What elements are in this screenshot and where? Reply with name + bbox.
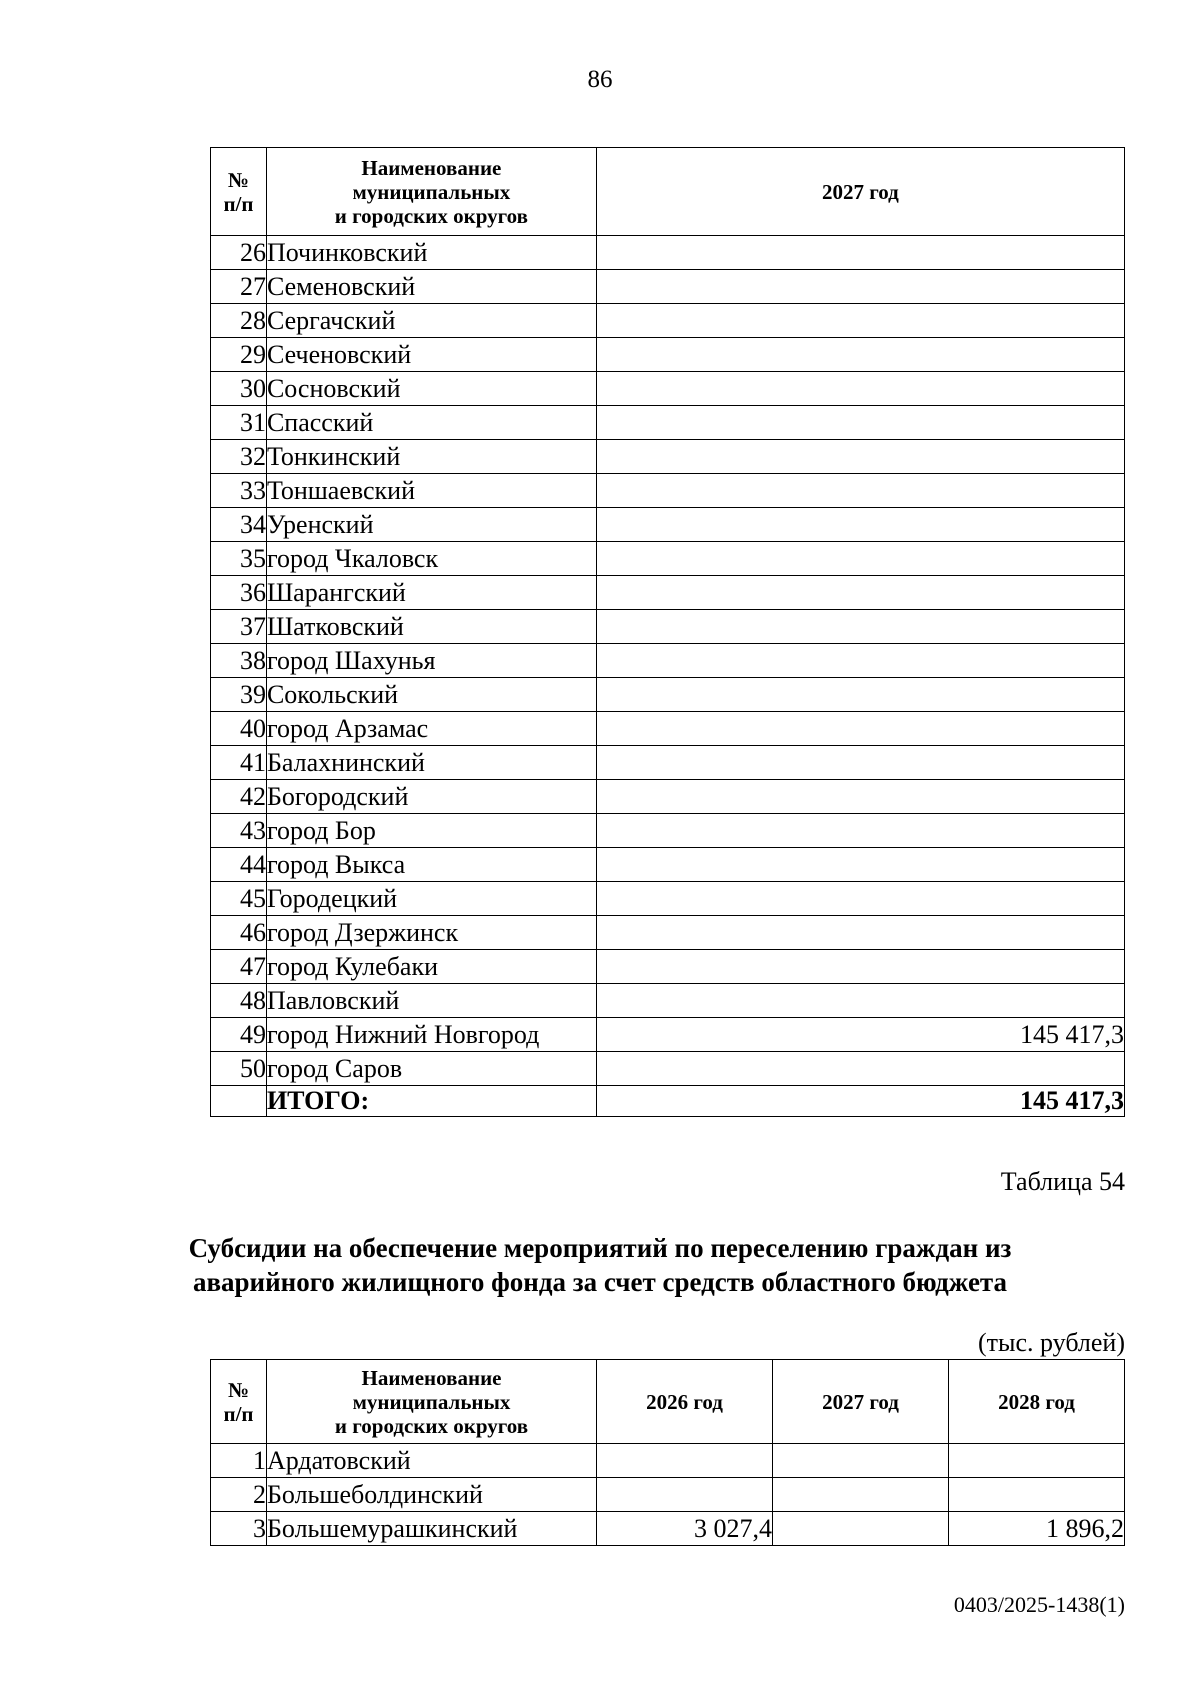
row-number: 26 bbox=[211, 236, 267, 270]
municipality-name: Ардатовский bbox=[267, 1444, 597, 1478]
table-row bbox=[211, 780, 1125, 814]
header-municipality-name: Наименование муниципальных и городских округов bbox=[267, 1360, 597, 1444]
table-row bbox=[211, 848, 1125, 882]
municipality-name: Богородский bbox=[266, 780, 596, 814]
municipality-name: город Кулебаки bbox=[266, 950, 596, 984]
municipality-name: город Бор bbox=[266, 814, 596, 848]
row-number: 49 bbox=[211, 1018, 267, 1052]
row-number: 34 bbox=[211, 508, 267, 542]
value-2027 bbox=[596, 508, 1124, 542]
table-row bbox=[211, 1512, 1125, 1546]
row-number: 3 bbox=[211, 1512, 267, 1546]
subsidy-table bbox=[210, 1359, 1125, 1546]
municipality-name: город Нижний Новгород bbox=[266, 1018, 596, 1052]
total-row bbox=[211, 1086, 1125, 1117]
row-number: 45 bbox=[211, 882, 267, 916]
allocation-table-2027 bbox=[210, 147, 1125, 1117]
value-2027 bbox=[596, 338, 1124, 372]
value-2027 bbox=[596, 882, 1124, 916]
value-2027 bbox=[596, 576, 1124, 610]
table-row bbox=[211, 474, 1125, 508]
row-number: 47 bbox=[211, 950, 267, 984]
value-2027 bbox=[596, 474, 1124, 508]
value-2027 bbox=[596, 236, 1124, 270]
row-number: 31 bbox=[211, 406, 267, 440]
municipality-name: Городецкий bbox=[266, 882, 596, 916]
header-year-2027: 2027 год bbox=[596, 148, 1124, 236]
table-row bbox=[211, 712, 1125, 746]
table-header-row bbox=[211, 148, 1125, 236]
value-2028 bbox=[949, 1478, 1125, 1512]
value-2027 bbox=[596, 406, 1124, 440]
row-number: 40 bbox=[211, 712, 267, 746]
header-year-2026: 2026 год bbox=[597, 1360, 773, 1444]
units-label: (тыс. рублей) bbox=[977, 1328, 1125, 1357]
value-2027 bbox=[596, 746, 1124, 780]
municipality-name: Большемурашкинский bbox=[267, 1512, 597, 1546]
header-year-2027: 2027 год bbox=[773, 1360, 949, 1444]
value-2028 bbox=[949, 1444, 1125, 1478]
municipality-name: Балахнинский bbox=[266, 746, 596, 780]
value-2027 bbox=[596, 814, 1124, 848]
value-2028: 1 896,2 bbox=[949, 1512, 1125, 1546]
value-2027 bbox=[596, 270, 1124, 304]
value-2027 bbox=[596, 644, 1124, 678]
municipality-name: город Арзамас bbox=[266, 712, 596, 746]
municipality-name: Сеченовский bbox=[266, 338, 596, 372]
municipality-name: Починковский bbox=[266, 236, 596, 270]
value-2026 bbox=[597, 1444, 773, 1478]
value-2027 bbox=[596, 950, 1124, 984]
value-2027 bbox=[773, 1512, 949, 1546]
table-row bbox=[211, 950, 1125, 984]
value-2026: 3 027,4 bbox=[597, 1512, 773, 1546]
value-2027 bbox=[773, 1444, 949, 1478]
municipality-name: Сокольский bbox=[266, 678, 596, 712]
row-number: 41 bbox=[211, 746, 267, 780]
value-2027 bbox=[596, 712, 1124, 746]
value-2027 bbox=[596, 848, 1124, 882]
municipality-name: город Чкаловск bbox=[266, 542, 596, 576]
value-2026 bbox=[597, 1478, 773, 1512]
row-number: 43 bbox=[211, 814, 267, 848]
municipality-name: город Дзержинск bbox=[266, 916, 596, 950]
total-label: ИТОГО: bbox=[266, 1086, 596, 1117]
table-row bbox=[211, 542, 1125, 576]
table-row bbox=[211, 916, 1125, 950]
municipality-name: Тоншаевский bbox=[266, 474, 596, 508]
total-value: 145 417,3 bbox=[596, 1086, 1124, 1117]
row-number: 38 bbox=[211, 644, 267, 678]
table-row bbox=[211, 610, 1125, 644]
municipality-name: Шарангский bbox=[266, 576, 596, 610]
row-number: 2 bbox=[211, 1478, 267, 1512]
header-municipality-name: Наименование муниципальных и городских округов bbox=[266, 148, 596, 236]
row-number: 39 bbox=[211, 678, 267, 712]
municipality-name: Сергачский bbox=[266, 304, 596, 338]
document-code: 0403/2025-1438(1) bbox=[953, 1592, 1125, 1617]
row-number: 36 bbox=[211, 576, 267, 610]
row-number: 46 bbox=[211, 916, 267, 950]
municipality-name: Павловский bbox=[266, 984, 596, 1018]
table-row bbox=[211, 304, 1125, 338]
row-number: 50 bbox=[211, 1052, 267, 1086]
row-number: 30 bbox=[211, 372, 267, 406]
municipality-name: город Саров bbox=[266, 1052, 596, 1086]
total-number-cell bbox=[211, 1086, 267, 1117]
table-row bbox=[211, 746, 1125, 780]
value-2027 bbox=[596, 610, 1124, 644]
table-row bbox=[211, 576, 1125, 610]
page-number: 86 bbox=[587, 66, 613, 93]
row-number: 48 bbox=[211, 984, 267, 1018]
municipality-name: Тонкинский bbox=[266, 440, 596, 474]
value-2027 bbox=[596, 304, 1124, 338]
value-2027 bbox=[596, 1052, 1124, 1086]
row-number: 44 bbox=[211, 848, 267, 882]
value-2027 bbox=[773, 1478, 949, 1512]
table-row bbox=[211, 372, 1125, 406]
table-row bbox=[211, 236, 1125, 270]
municipality-name: Уренский bbox=[266, 508, 596, 542]
value-2027 bbox=[596, 780, 1124, 814]
value-2027: 145 417,3 bbox=[596, 1018, 1124, 1052]
table-title: Субсидии на обеспечение мероприятий по переселению граждан из аварийного жилищного фонда за счет средств областного бюджета bbox=[188, 1233, 1012, 1297]
table-row bbox=[211, 1018, 1125, 1052]
table-row bbox=[211, 678, 1125, 712]
table-row bbox=[211, 338, 1125, 372]
row-number: 27 bbox=[211, 270, 267, 304]
table-row bbox=[211, 406, 1125, 440]
value-2027 bbox=[596, 678, 1124, 712]
value-2027 bbox=[596, 440, 1124, 474]
table-row bbox=[211, 440, 1125, 474]
table-body bbox=[211, 1444, 1125, 1546]
table-body bbox=[211, 236, 1125, 1086]
municipality-name: Шатковский bbox=[266, 610, 596, 644]
municipality-name: Спасский bbox=[266, 406, 596, 440]
value-2027 bbox=[596, 916, 1124, 950]
municipality-name: Семеновский bbox=[266, 270, 596, 304]
municipality-name: Большеболдинский bbox=[267, 1478, 597, 1512]
row-number: 1 bbox=[211, 1444, 267, 1478]
table-row bbox=[211, 1052, 1125, 1086]
row-number: 37 bbox=[211, 610, 267, 644]
table-row bbox=[211, 814, 1125, 848]
municipality-name: город Шахунья bbox=[266, 644, 596, 678]
header-number: № п/п bbox=[211, 148, 267, 236]
value-2027 bbox=[596, 542, 1124, 576]
table-number-label: Таблица 54 bbox=[1000, 1167, 1125, 1196]
table-row bbox=[211, 1478, 1125, 1512]
value-2027 bbox=[596, 372, 1124, 406]
row-number: 32 bbox=[211, 440, 267, 474]
table-row bbox=[211, 270, 1125, 304]
table-header-row bbox=[211, 1360, 1125, 1444]
table-row bbox=[211, 984, 1125, 1018]
table-row bbox=[211, 882, 1125, 916]
table-row bbox=[211, 508, 1125, 542]
municipality-name: город Выкса bbox=[266, 848, 596, 882]
row-number: 35 bbox=[211, 542, 267, 576]
header-year-2028: 2028 год bbox=[949, 1360, 1125, 1444]
row-number: 42 bbox=[211, 780, 267, 814]
header-number: № п/п bbox=[211, 1360, 267, 1444]
value-2027 bbox=[596, 984, 1124, 1018]
table-row bbox=[211, 644, 1125, 678]
municipality-name: Сосновский bbox=[266, 372, 596, 406]
row-number: 33 bbox=[211, 474, 267, 508]
row-number: 28 bbox=[211, 304, 267, 338]
table-row bbox=[211, 1444, 1125, 1478]
row-number: 29 bbox=[211, 338, 267, 372]
